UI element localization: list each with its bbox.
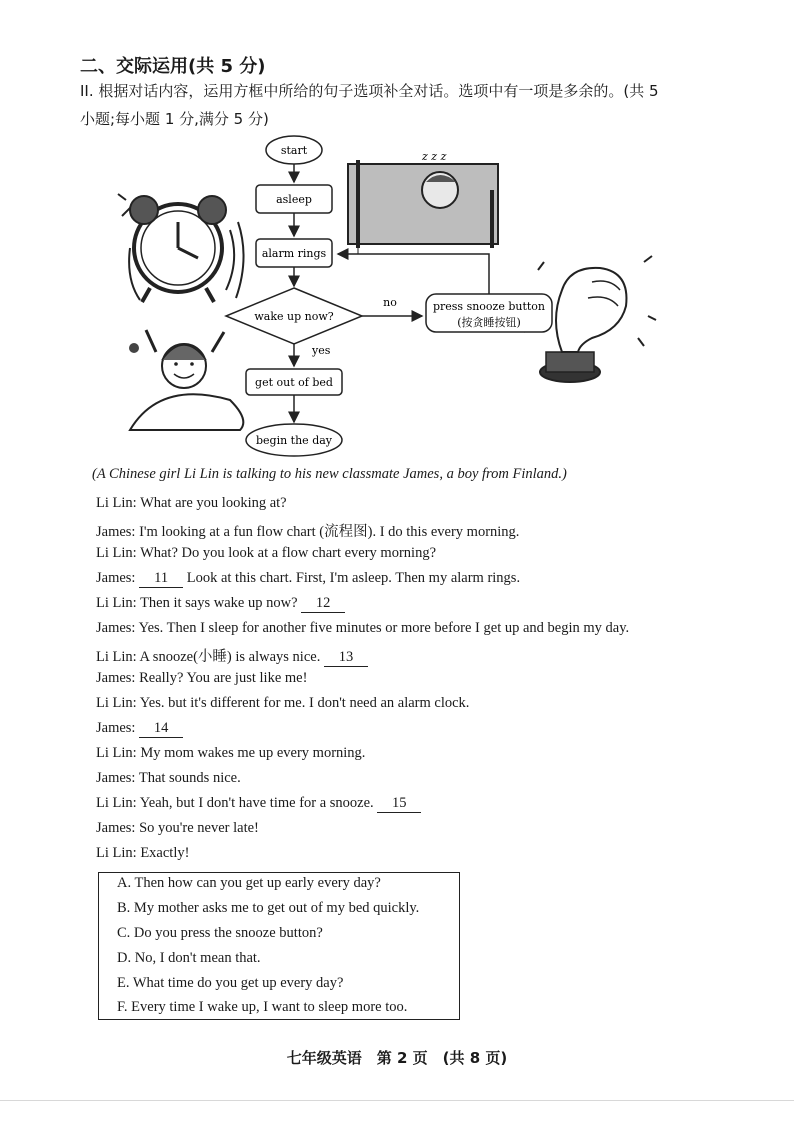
option-b: B. My mother asks me to get out of my bed quickly. <box>117 900 420 916</box>
option-f: F. Every time I wake up, I want to sleep more too. <box>117 999 408 1015</box>
dialogue-context: (A Chinese girl Li Lin is talking to his new classmate James, a boy from Finland.) <box>92 466 567 482</box>
svg-text:(按贪睡按钮): (按贪睡按钮) <box>457 316 521 329</box>
dialogue-line: James: Yes. Then I sleep for another five minutes or more before I get up and begin my day. <box>96 620 630 636</box>
options-box <box>98 872 460 1020</box>
waking-girl-icon <box>129 330 243 430</box>
option-d: D. No, I don't mean that. <box>117 950 261 966</box>
dialogue-line: Li Lin: Exactly! <box>96 845 190 861</box>
dialogue-line: Li Lin: A snooze(小睡) is always nice. 13 <box>96 645 368 667</box>
answer-blank-12[interactable]: 12 <box>301 595 345 613</box>
dialogue-line: James: So you're never late! <box>96 820 259 836</box>
flow-chart <box>100 130 680 462</box>
answer-blank-14[interactable]: 14 <box>139 720 183 738</box>
node-alarm-rings <box>256 239 332 267</box>
node-begin-the-day <box>246 424 342 456</box>
dialogue-line: Li Lin: What? Do you look at a flow chart every morning? <box>96 545 437 561</box>
node-start <box>266 136 322 164</box>
dialogue-line: Li Lin: Yes. but it's different for me. I don't need an alarm clock. <box>96 695 470 711</box>
section-title: 二、交际运用(共 5 分) <box>80 56 266 77</box>
svg-text:asleep: asleep <box>276 193 312 206</box>
dialogue-line: James: 14 <box>96 720 183 738</box>
svg-text:begin the day: begin the day <box>255 434 333 447</box>
option-e: E. What time do you get up every day? <box>117 975 344 991</box>
label-yes: yes <box>312 344 331 357</box>
instruction-line-2: 小题;每小题 1 分,满分 5 分) <box>80 110 269 128</box>
dialogue-line: Li Lin: What are you looking at? <box>96 495 287 511</box>
page-divider <box>0 1100 794 1101</box>
option-c: C. Do you press the snooze button? <box>117 925 323 941</box>
svg-text:wake up now?: wake up now? <box>254 310 334 323</box>
answer-blank-15[interactable]: 15 <box>377 795 421 813</box>
node-press-snooze <box>426 294 552 332</box>
node-wake-up-now <box>226 288 362 344</box>
dialogue-line: Li Lin: Then it says wake up now? 12 <box>96 595 345 613</box>
label-no: no <box>383 296 397 309</box>
svg-text:start: start <box>280 144 308 157</box>
svg-text:get out of bed: get out of bed <box>255 376 333 389</box>
dialogue-line: Li Lin: My mom wakes me up every morning. <box>96 745 366 761</box>
node-get-out-of-bed <box>246 369 342 395</box>
node-asleep <box>256 185 332 213</box>
dialogue-line: James: I'm looking at a fun flow chart (流程图). I do this every morning. <box>96 524 520 540</box>
dialogue-line: James: 11 Look at this chart. First, I'm asleep. Then my alarm rings. <box>96 570 521 586</box>
zzz-text: z z z <box>422 150 447 163</box>
dialogue-line: Li Lin: Yeah, but I don't have time for a snooze. 15 <box>96 795 421 813</box>
page-footer: 七年级英语 第 2 页 (共 8 页) <box>286 1049 508 1067</box>
dialogue-line: James: Really? You are just like me! <box>96 670 308 686</box>
svg-text:alarm rings: alarm rings <box>261 247 327 260</box>
answer-blank-11[interactable]: 11 <box>139 570 183 588</box>
answer-blank-13[interactable]: 13 <box>324 649 368 667</box>
dialogue-line: James: That sounds nice. <box>96 770 241 786</box>
option-a: A. Then how can you get up early every day? <box>117 875 381 891</box>
svg-text:press snooze button: press snooze button <box>432 300 546 313</box>
alarm-clock-icon <box>118 194 244 302</box>
instruction-line-1: II. 根据对话内容，运用方框中所给的句子选项补全对话。选项中有一项是多余的。(共 5 <box>80 82 659 100</box>
sleeping-bed-icon <box>348 150 498 248</box>
